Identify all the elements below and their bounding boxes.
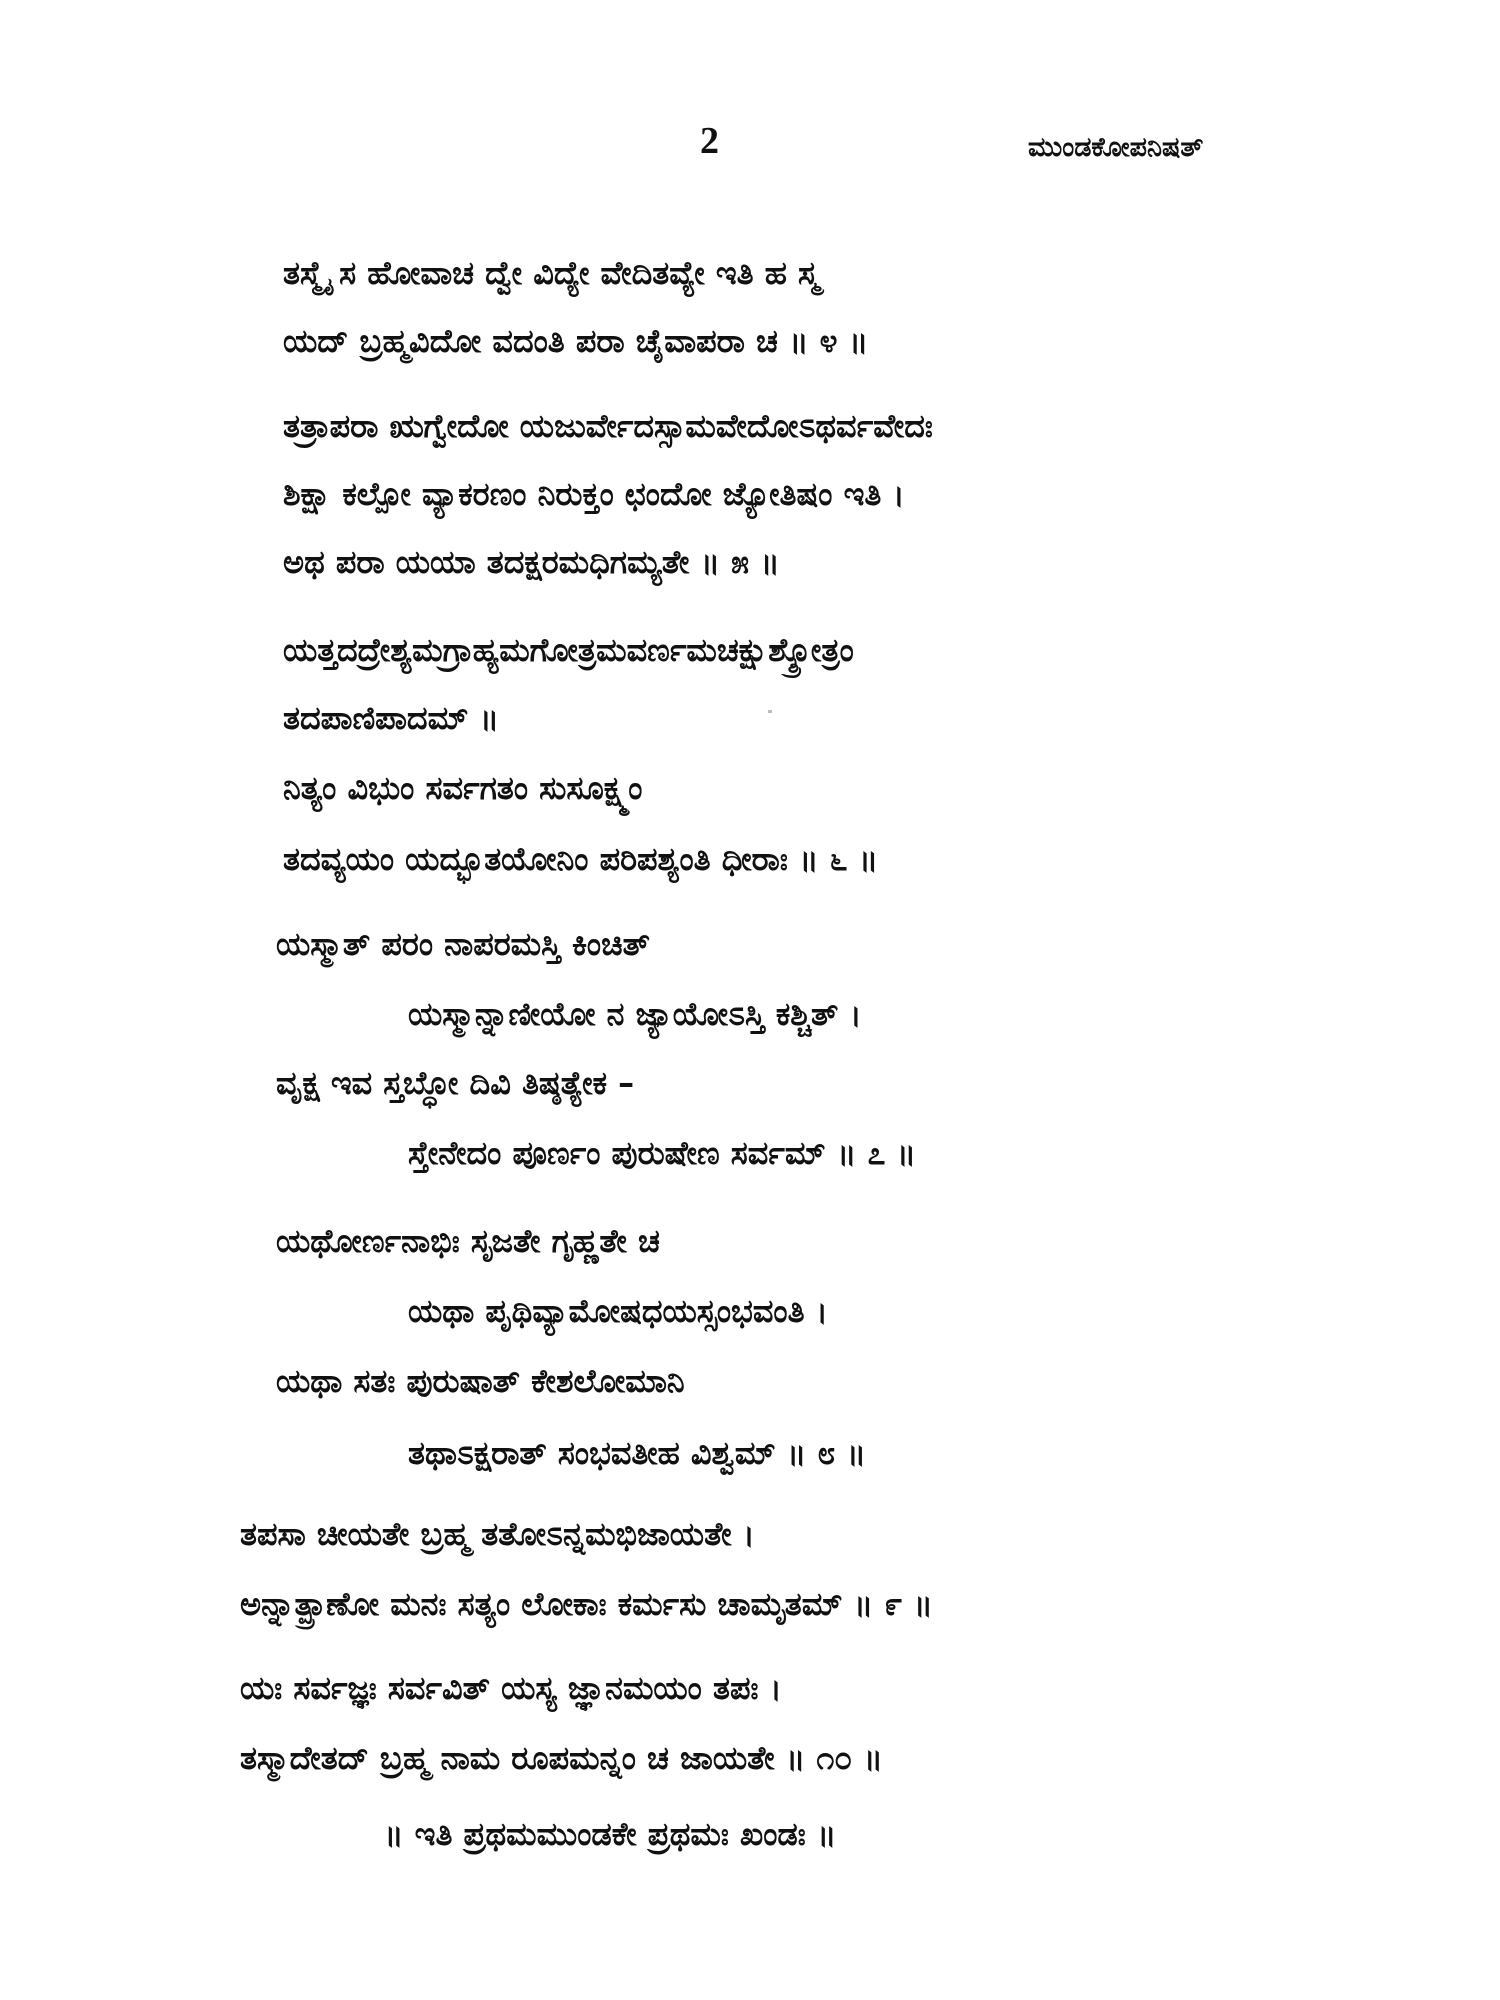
verse-line: ಯಸ್ಮಾನ್ನಾಣೀಯೋ ನ ಜ್ಯಾಯೋಽಸ್ತಿ ಕಶ್ಚಿತ್ । bbox=[408, 995, 862, 1033]
running-title: ಮುಂಡಕೋಪನಿಷತ್ bbox=[1028, 132, 1204, 163]
page-number: 2 bbox=[700, 120, 719, 162]
verse-line: ಶಿಕ್ಷಾ ಕಲ್ಪೋ ವ್ಯಾಕರಣಂ ನಿರುಕ್ತಂ ಛಂದೋ ಜ್ಯೋತಿಷಂ ಇತಿ । bbox=[283, 475, 905, 513]
verse-line: ಸ್ತೇನೇದಂ ಪೂರ್ಣಂ ಪುರುಷೇಣ ಸರ್ವಮ್ ॥ ೭ ॥ bbox=[408, 1134, 917, 1172]
verse-line: ತಸ್ಮಾದೇತದ್ ಬ್ರಹ್ಮ ನಾಮ ರೂಪಮನ್ನಂ ಚ ಜಾಯತೇ ॥ ೧೦ ॥ bbox=[240, 1739, 883, 1777]
verse-line: ತತ್ರಾಪರಾ ಋಗ್ವೇದೋ ಯಜುರ್ವೇದಸ್ಸಾಮವೇದೋಽಥರ್ವವೇದಃ bbox=[283, 407, 933, 445]
print-speck bbox=[768, 710, 772, 713]
verse-line: ಅನ್ನಾತ್ಪ್ರಾಣೋ ಮನಃ ಸತ್ಯಂ ಲೋಕಾಃ ಕರ್ಮಸು ಚಾಮೃತಮ್ ॥ ೯ ॥ bbox=[240, 1585, 933, 1623]
verse-line: ತಥಾಽಕ್ಷರಾತ್ ಸಂಭವತೀಹ ವಿಶ್ವಮ್ ॥ ೮ ॥ bbox=[408, 1434, 867, 1472]
verse-line: ವೃಕ್ಷ ಇವ ಸ್ತಬ್ಧೋ ದಿವಿ ತಿಷ್ಠತ್ಯೇಕ – bbox=[276, 1064, 635, 1102]
verse-line: ತದವ್ಯಯಂ ಯದ್ಭೂತಯೋನಿಂ ಪರಿಪಶ್ಯಂತಿ ಧೀರಾಃ ॥ ೬ ॥ bbox=[283, 840, 879, 878]
verse-line: ಅಥ ಪರಾ ಯಯಾ ತದಕ್ಷರಮಧಿಗಮ್ಯತೇ ॥ ೫ ॥ bbox=[283, 543, 780, 581]
verse-line: ಯತ್ತದದ್ರೇಶ್ಯಮಗ್ರಾಹ್ಯಮಗೋತ್ರಮವರ್ಣಮಚಕ್ಷುಶ್ಶ್ರೋತ್ರಂ bbox=[283, 631, 854, 669]
verse-line: ಯಥಾ ಸತಃ ಪುರುಷಾತ್ ಕೇಶಲೋಮಾನಿ bbox=[276, 1362, 685, 1400]
verse-line: ತಪಸಾ ಚೀಯತೇ ಬ್ರಹ್ಮ ತತೋಽನ್ನಮಭಿಜಾಯತೇ । bbox=[240, 1515, 755, 1553]
section-colophon: ॥ ಇತಿ ಪ್ರಥಮಮುಂಡಕೇ ಪ್ರಥಮಃ ಖಂಡಃ ॥ bbox=[384, 1815, 837, 1853]
verse-line: ಯಸ್ಮಾತ್ ಪರಂ ನಾಪರಮಸ್ತಿ ಕಿಂಚಿತ್ bbox=[276, 925, 650, 963]
verse-line: ತಸ್ಮೈ ಸ ಹೋವಾಚ ದ್ವೇ ವಿದ್ಯೇ ವೇದಿತವ್ಯೇ ಇತಿ ಹ ಸ್ಮ bbox=[283, 254, 820, 292]
verse-line: ಯದ್ ಬ್ರಹ್ಮವಿದೋ ವದಂತಿ ಪರಾ ಚೈವಾಪರಾ ಚ ॥ ೪ ॥ bbox=[283, 322, 869, 360]
verse-line: ನಿತ್ಯಂ ವಿಭುಂ ಸರ್ವಗತಂ ಸುಸೂಕ್ಷ್ಮಂ bbox=[283, 769, 643, 807]
verse-line: ಯಃ ಸರ್ವಜ್ಞಃ ಸರ್ವವಿತ್ ಯಸ್ಯ ಜ್ಞಾನಮಯಂ ತಪಃ । bbox=[240, 1669, 782, 1707]
verse-line: ಯಥಾ ಪೃಥಿವ್ಯಾಮೋಷಧಯಸ್ಸಂಭವಂತಿ । bbox=[408, 1292, 828, 1330]
verse-line: ತದಪಾಣಿಪಾದಮ್ ॥ bbox=[283, 699, 500, 737]
verse-line: ಯಥೋರ್ಣನಾಭಿಃ ಸೃಜತೇ ಗೃಹ್ಣತೇ ಚ bbox=[276, 1222, 660, 1260]
